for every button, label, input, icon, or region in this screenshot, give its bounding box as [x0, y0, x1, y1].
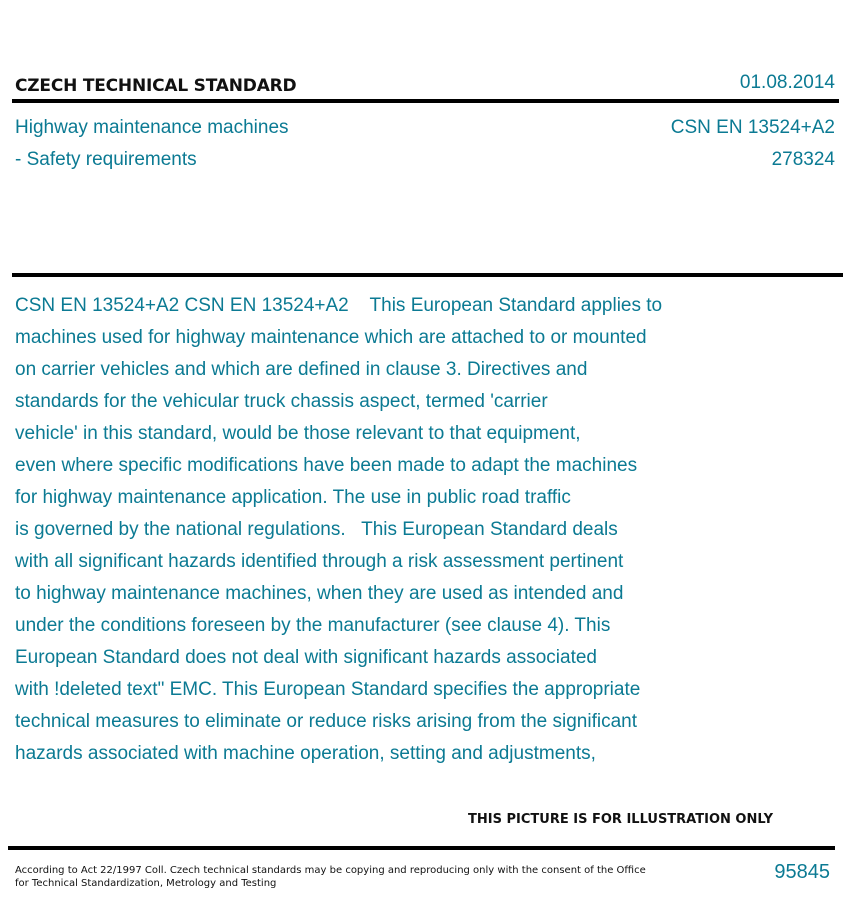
body-line: standards for the vehicular truck chassis aspect, termed 'carrier: [15, 391, 548, 412]
body-line: European Standard does not deal with significant hazards associated: [15, 647, 597, 668]
section-divider: [12, 273, 843, 277]
standard-code: CSN EN 13524+A2: [670, 117, 835, 138]
legal-notice: [15, 864, 646, 890]
footer-number: 95845: [774, 861, 830, 883]
body-line: to highway maintenance machines, when they are used as intended and: [15, 583, 624, 604]
header-divider: [12, 99, 839, 103]
body-line: machines used for highway maintenance which are attached to or mounted: [15, 327, 647, 348]
body-line: with all significant hazards identified through a risk assessment pertinent: [15, 551, 624, 572]
body-line: on carrier vehicles and which are defined in clause 3. Directives and: [15, 359, 588, 380]
body-line: for highway maintenance application. The use in public road traffic: [15, 487, 571, 508]
legal-line-2: for Technical Standardization, Metrology and Testing: [15, 878, 277, 889]
body-line: with !deleted text" EMC. This European Standard specifies the appropriate: [15, 679, 641, 700]
body-line: is governed by the national regulations. This European Standard deals: [15, 519, 618, 540]
body-line: vehicle' in this standard, would be those relevant to that equipment,: [15, 423, 581, 444]
standard-number: 278324: [771, 149, 835, 170]
title-line-1: Highway maintenance machines: [15, 117, 289, 138]
legal-line-1: According to Act 22/1997 Coll. Czech technical standards may be copying and reproducing only with the consent of the Office: [15, 865, 646, 876]
body-line: technical measures to eliminate or reduce risks arising from the significant: [15, 711, 637, 732]
title-line-2: - Safety requirements: [15, 149, 197, 170]
header-date: 01.08.2014: [739, 72, 835, 93]
illustration-note: THIS PICTURE IS FOR ILLUSTRATION ONLY: [468, 812, 773, 827]
body-line: even where specific modifications have been made to adapt the machines: [15, 455, 638, 476]
body-line: hazards associated with machine operation, setting and adjustments,: [15, 743, 596, 764]
body-text: [15, 290, 775, 770]
header-label: CZECH TECHNICAL STANDARD: [15, 76, 297, 96]
body-line: CSN EN 13524+A2 CSN EN 13524+A2 This European Standard applies to: [15, 295, 663, 316]
footer-divider: [8, 846, 835, 850]
body-line: under the conditions foreseen by the manufacturer (see clause 4). This: [15, 615, 611, 636]
